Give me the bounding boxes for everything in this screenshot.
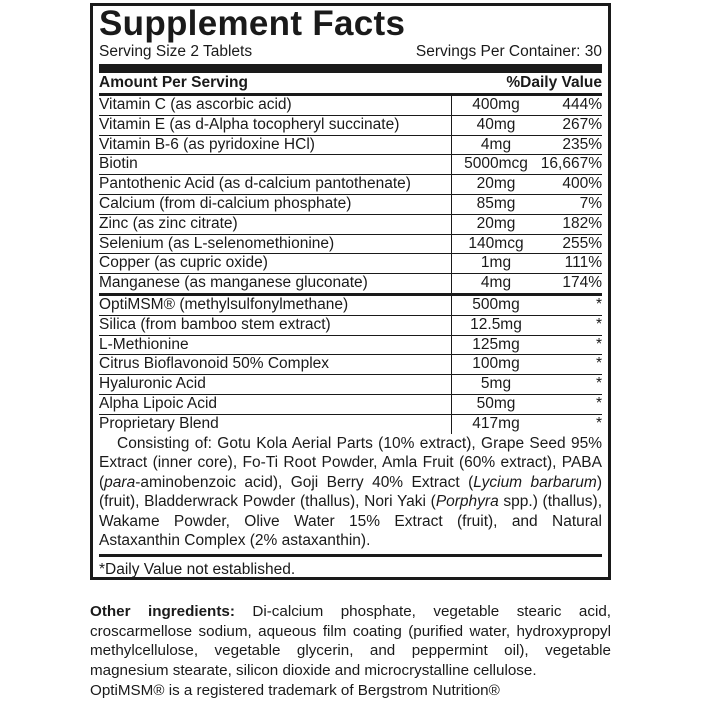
nutrient-daily-value: 111% [564,254,602,272]
nutrient-amount: 5000mcg [451,155,540,174]
nutrient-row [99,296,602,316]
nutrient-amount: 100mg [451,355,540,374]
nutrient-name: Vitamin B-6 (as pyridoxine HCl) [99,135,315,153]
nutrient-row [99,355,602,375]
nutrient-row [99,415,602,434]
blend-text-3: ) (fruit), Bladderwrack Powder (thallus), Nori Yaki ( [99,473,602,511]
nutrient-daily-value: 255% [562,234,602,252]
nutrient-name: Manganese (as manganese gluconate) [99,274,368,292]
blend-italic-2: Lycium barbarum [473,473,597,491]
nutrient-amount: 5mg [451,375,540,394]
daily-value-label: %Daily Value [506,74,602,91]
nutrient-name: Zinc (as zinc citrate) [99,214,238,232]
nutrient-name: Vitamin E (as d-Alpha tocopheryl succinate) [99,115,400,133]
nutrient-daily-value: 16,667% [540,155,602,173]
nutrient-daily-value: * [595,375,602,393]
nutrient-row [99,336,602,356]
blend-text-4: spp.) (thallus), Wakame Powder, Olive Water 15% Extract (fruit), and Natural Astaxanthin Complex (2% astaxanthin). [99,493,602,550]
nutrient-daily-value: * [595,394,602,412]
nutrient-daily-value: 444% [562,96,602,113]
nutrient-name: Vitamin C (as ascorbic acid) [99,96,292,113]
nutrient-row [99,395,602,415]
nutrient-name: Copper (as cupric oxide) [99,254,268,272]
other-ingredients-label: Other ingredients: [90,603,235,620]
nutrient-daily-value: 235% [562,135,602,153]
nutrient-name: Proprietary Blend [99,414,219,432]
proprietary-blend-text [99,434,602,557]
nutrient-name: Alpha Lipoic Acid [99,394,218,412]
nutrient-daily-value: * [595,355,602,373]
nutrient-name: Hyaluronic Acid [99,375,206,393]
nutrient-amount: 1mg [451,254,540,273]
other-ingredients [90,602,611,680]
nutrient-amount: 400mg [451,96,540,115]
nutrient-row [99,274,602,296]
blend-italic-3: Porphyra [435,493,499,511]
nutrient-amount: 12.5mg [451,316,540,335]
nutrient-row [99,254,602,274]
nutrient-row [99,195,602,215]
vitamin-rows [99,96,602,296]
blend-text-1: Consisting of: Gotu Kola Aerial Parts (10% extract), Grape Seed 95% Extract (inner core), Fo-Ti Root Powder, Amla Fruit (60% extract), PABA ( [99,434,602,491]
nutrient-amount: 40mg [451,116,540,135]
blend-italic-1: para [104,473,136,491]
nutrient-name: Calcium (from di-calcium phosphate) [99,194,352,212]
nutrient-name: Biotin [99,155,138,173]
supplement-facts-panel [90,3,611,580]
nutrient-name: L-Methionine [99,335,189,353]
nutrient-daily-value: 182% [562,214,602,232]
nutrient-name: OptiMSM® (methylsulfonylmethane) [99,295,349,313]
amount-header [99,73,602,96]
trademark-notice: OptiMSM® is a registered trademark of Bergstrom Nutrition® [90,682,500,699]
nutrient-row [99,316,602,336]
nutrient-row [99,235,602,255]
nutrient-row [99,116,602,136]
nutrient-daily-value: 174% [562,274,602,292]
serving-info [99,43,602,73]
nutrient-row [99,175,602,195]
nutrient-name: Citrus Bioflavonoid 50% Complex [99,355,330,373]
nutrient-daily-value: 400% [562,175,602,193]
panel-title: Supplement Facts [99,4,406,43]
nutrient-daily-value: * [595,335,602,353]
nutrient-amount: 50mg [451,395,540,414]
serving-size: Serving Size 2 Tablets [99,43,253,60]
nutrient-amount: 20mg [451,175,540,194]
nutrient-amount: 140mcg [451,235,540,254]
amount-per-serving-label: Amount Per Serving [99,74,248,91]
other-ingredients-text: Di-calcium phosphate, vegetable stearic acid, croscarmellose sodium, aqueous film coating (purified water, hydroxypropyl methylcellulose, vegetable glycerin, and peppermint oil), vegetable magnesium stearate, silicon dioxide and microcrystalline cellulose. [90,603,611,679]
nutrient-daily-value: * [595,295,602,313]
nutrient-name: Selenium (as L-selenomethionine) [99,234,335,252]
other-rows [99,296,602,434]
nutrient-amount: 125mg [451,336,540,355]
nutrient-amount: 4mg [451,136,540,155]
nutrient-daily-value: 7% [579,194,602,212]
nutrient-daily-value: * [595,414,602,432]
nutrient-row [99,375,602,395]
nutrient-amount: 417mg [451,415,540,434]
servings-per-container: Servings Per Container: 30 [415,43,602,60]
nutrient-amount: 4mg [451,274,540,293]
nutrient-row [99,96,602,116]
nutrient-amount: 20mg [451,215,540,234]
nutrient-daily-value: * [595,315,602,333]
nutrient-daily-value: 267% [562,115,602,133]
blend-text-2: -aminobenzoic acid), Goji Berry 40% Extract ( [135,473,474,491]
nutrient-name: Silica (from bamboo stem extract) [99,315,331,333]
nutrient-amount: 85mg [451,195,540,214]
daily-value-footnote: *Daily Value not established. [99,560,296,578]
nutrient-row [99,215,602,235]
nutrient-row [99,155,602,175]
nutrient-name: Pantothenic Acid (as d-calcium pantothenate) [99,175,411,193]
nutrient-row [99,136,602,156]
nutrient-amount: 500mg [451,296,540,315]
